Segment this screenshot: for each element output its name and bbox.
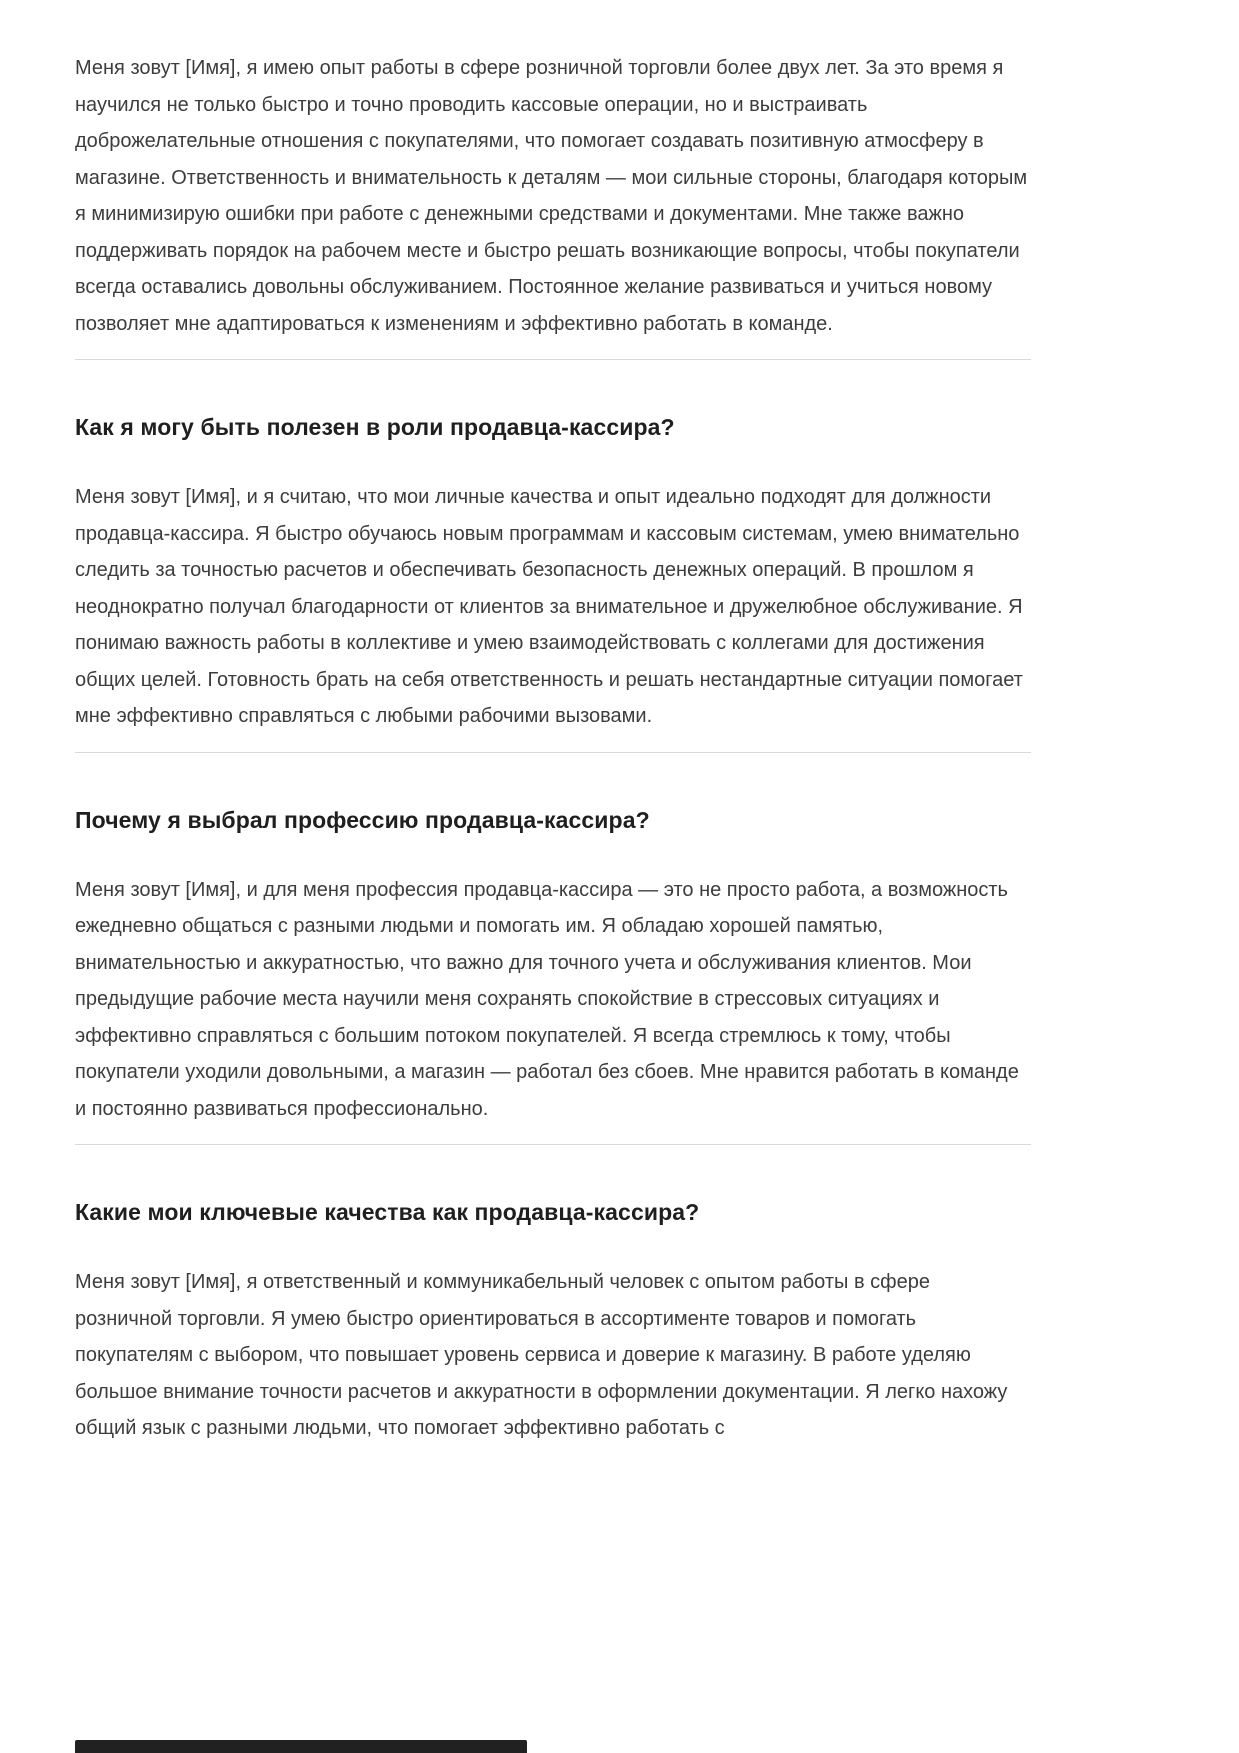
section-divider [75,359,1031,360]
intro-paragraph: Меня зовут [Имя], я имею опыт работы в сфере розничной торговли более двух лет. За это время я научился не только быстро и точно проводить кассовые операции, но и выстраивать доброжелательные отношения с покупателями, что помогает создавать позитивную атмосферу в магазине. Ответственность и внимательность к деталям — мои сильные стороны, благодаря которым я минимизирую ошибки при работе с денежными средствами и документами. Мне также важно поддерживать порядок на рабочем месте и быстро решать возникающие вопросы, чтобы покупатели всегда оставались довольны обслуживанием. Постоянное желание развиваться и учиться новому позволяет мне адаптироваться к изменениям и эффективно работать в команде. [75,57,1028,335]
section-heading: Какие мои ключевые качества как продавца-кассира? [75,1199,700,1225]
clipped-text-line [75,1740,527,1753]
section-heading: Почему я выбрал профессию продавца-кассира? [75,806,650,833]
section-divider [75,752,1031,753]
section-heading: Как я могу быть полезен в роли продавца-кассира? [75,414,675,440]
section-paragraph: Меня зовут [Имя], и я считаю, что мои личные качества и опыт идеально подходят для должности продавца-кассира. Я быстро обучаюсь новым программам и кассовым системам, умею внимательно следить за точностью расчетов и обеспечивать безопасность денежных операций. В прошлом я неоднократно получал благодарности от клиентов за внимательное и дружелюбное обслуживание. Я понимаю важность работы в коллективе и умею взаимодействовать с коллегами для достижения общих целей. Готовность брать на себя ответственность и решать нестандартные ситуации помогает мне эффективно справляться с любыми рабочими вызовами. [75,486,1023,727]
section-paragraph: Меня зовут [Имя], и для меня профессия продавца-кассира — это не просто работа, а возможность ежедневно общаться с разными людьми и помогать им. Я обладаю хорошей памятью, внимательностью и аккуратностью, что важно для точного учета и обслуживания клиентов. Мои предыдущие рабочие места научили меня сохранять спокойствие в стрессовых ситуациях и эффективно справляться с большим потоком покупателей. Я всегда стремлюсь к тому, чтобы покупатели уходили довольными, а магазин — работал без сбоев. Мне нравится работать в команде и постоянно развиваться профессионально. [75,878,1019,1120]
section-paragraph: Меня зовут [Имя], я ответственный и коммуникабельный человек с опытом работы в сфере розничной торговли. Я умею быстро ориентироваться в ассортименте товаров и помогать покупателям с выбором, что повышает уровень сервиса и доверие к магазину. В работе уделяю большое внимание точности расчетов и аккуратности в оформлении документации. Я легко нахожу общий язык с разными людьми, что помогает эффективно работать с [75,1271,1008,1439]
section-divider [75,1144,1031,1145]
document [75,0,1031,1447]
